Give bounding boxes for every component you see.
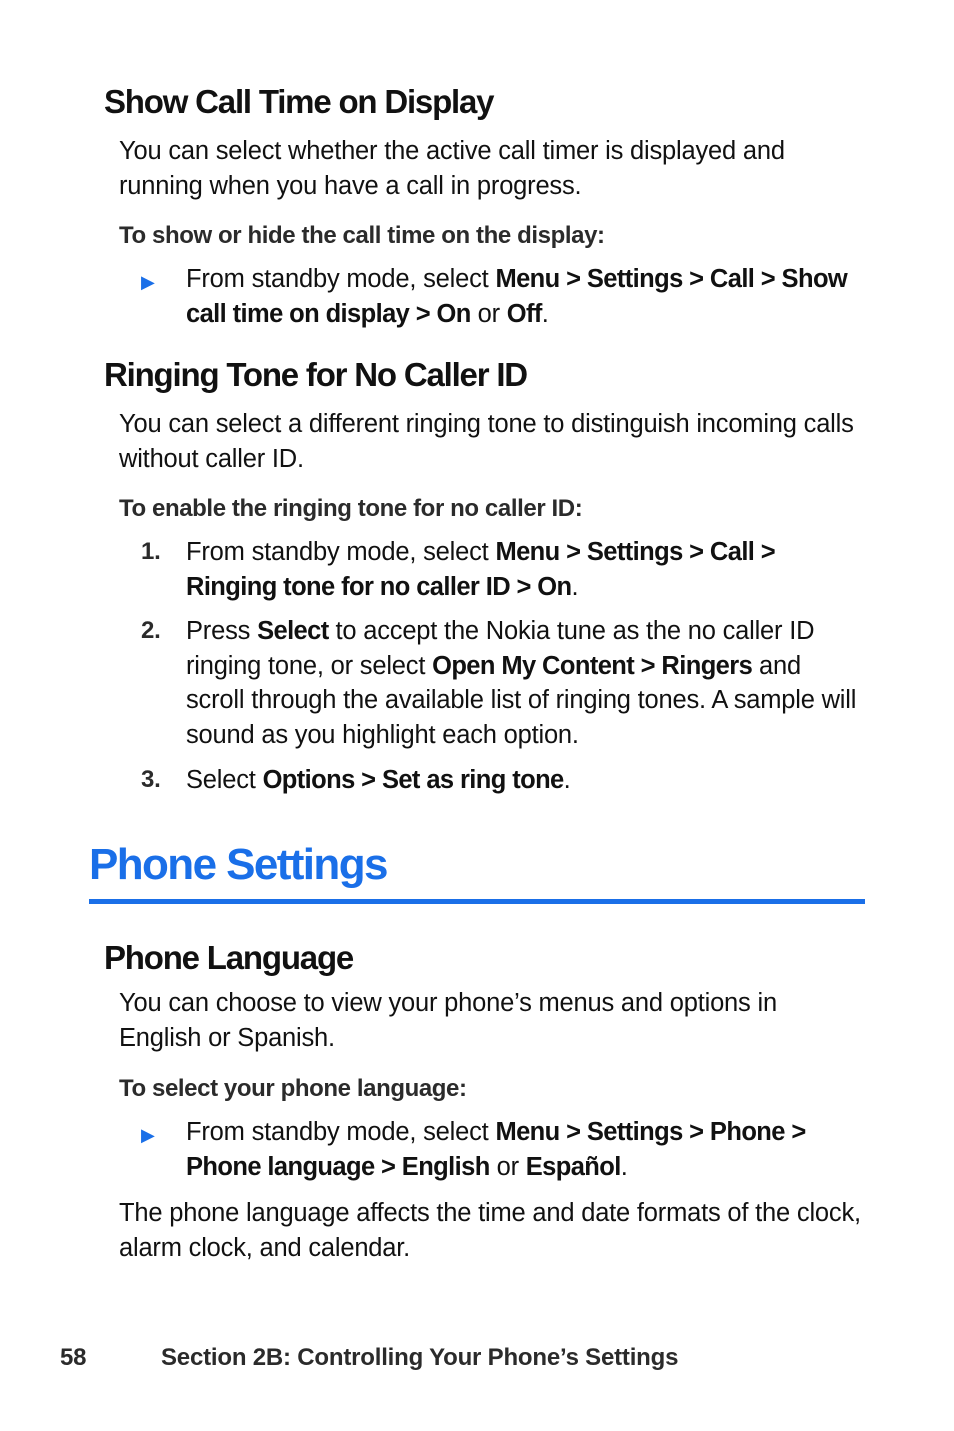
lead-phone-language: To select your phone language: bbox=[119, 1075, 467, 1102]
step-text bbox=[186, 1115, 866, 1184]
step-1-ringing-tone bbox=[141, 535, 866, 604]
step-number: 2. bbox=[141, 617, 161, 644]
lead-show-call-time: To show or hide the call time on the display: bbox=[119, 222, 605, 249]
menu-path: Menu > Settings > Phone > Phone language > English bbox=[186, 1118, 806, 1181]
paragraph-show-call-time: You can select whether the active call timer is displayed and running when you have a call in progress. bbox=[119, 137, 785, 200]
section-divider bbox=[89, 899, 865, 904]
lead-ringing-tone: To enable the ringing tone for no caller ID: bbox=[119, 495, 583, 522]
heading-ringing-tone: Ringing Tone for No Caller ID bbox=[104, 356, 527, 393]
arrow-bullet-icon: ▶ bbox=[141, 1125, 155, 1145]
heading-show-call-time: Show Call Time on Display bbox=[104, 83, 494, 120]
step-pre: Select bbox=[186, 766, 263, 794]
step-post: . bbox=[620, 1152, 628, 1181]
paragraph-phone-language: You can choose to view your phone’s menus and options in English or Spanish. bbox=[119, 989, 777, 1052]
step-text bbox=[186, 614, 866, 752]
step-post: . bbox=[563, 766, 571, 794]
section-title-phone-settings: Phone Settings bbox=[89, 840, 387, 889]
menu-path: Menu > Settings > Call > Ringing tone for no caller ID > On bbox=[186, 538, 776, 601]
paragraph-language-effect: The phone language affects the time and date formats of the clock, alarm clock, and calendar. bbox=[119, 1199, 861, 1262]
step-number: 1. bbox=[141, 538, 161, 565]
footer-section-label: Section 2B: Controlling Your Phone’s Settings bbox=[161, 1344, 679, 1371]
menu-option: Español bbox=[525, 1152, 621, 1181]
menu-path: Open My Content > Ringers bbox=[432, 651, 753, 680]
step-pre: From standby mode, select bbox=[186, 265, 496, 293]
step-post: . bbox=[571, 572, 579, 601]
step-number: 3. bbox=[141, 766, 161, 793]
step-3-ringing-tone bbox=[141, 763, 866, 798]
softkey-label: Select bbox=[257, 617, 329, 645]
step-mid: to accept the Nokia tune as the no caller ID ringing tone, or select bbox=[186, 617, 815, 680]
step-post: . bbox=[541, 299, 549, 328]
paragraph-ringing-tone: You can select a different ringing tone to distinguish incoming calls without caller ID. bbox=[119, 410, 854, 473]
step-pre: From standby mode, select bbox=[186, 1118, 496, 1146]
step-mid: or bbox=[489, 1152, 526, 1181]
step-2-ringing-tone bbox=[141, 614, 866, 752]
step-text bbox=[186, 763, 866, 798]
step-phone-language bbox=[141, 1115, 866, 1184]
step-text bbox=[186, 262, 866, 331]
step-text bbox=[186, 535, 866, 604]
page-number: 58 bbox=[60, 1344, 87, 1371]
menu-path: Menu > Settings > Call > Show call time on display > On bbox=[186, 265, 848, 328]
step-pre: From standby mode, select bbox=[186, 538, 496, 566]
menu-path: Options > Set as ring tone bbox=[262, 766, 564, 794]
step-pre: Press bbox=[186, 617, 258, 645]
heading-phone-language: Phone Language bbox=[104, 939, 354, 976]
step-post: and scroll through the available list of ringing tones. A sample will sound as you highlight each option. bbox=[186, 651, 857, 749]
step-show-call-time bbox=[141, 262, 866, 331]
menu-option: Off bbox=[506, 299, 542, 328]
step-mid: or bbox=[470, 299, 507, 328]
arrow-bullet-icon: ▶ bbox=[141, 272, 155, 292]
